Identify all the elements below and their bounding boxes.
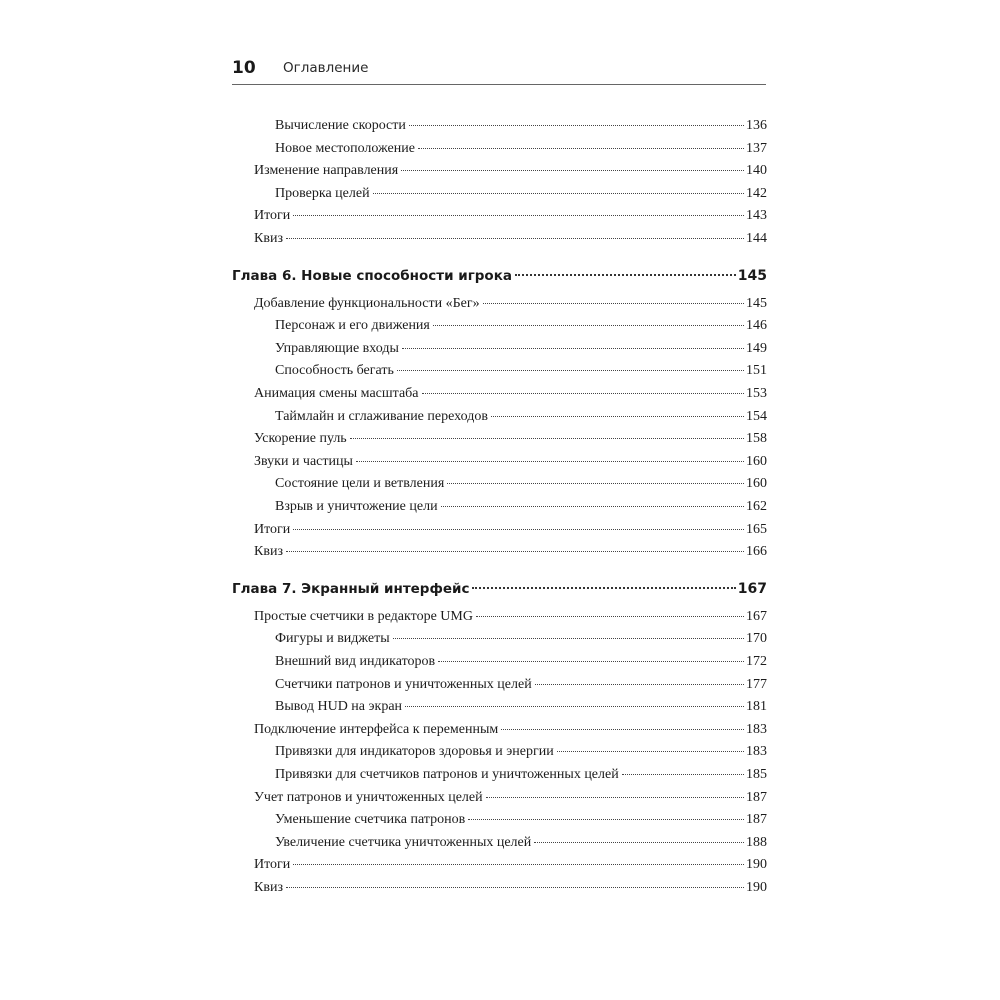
toc-entry bbox=[254, 857, 767, 877]
toc-entry bbox=[275, 409, 767, 429]
toc-entry-page: 146 bbox=[746, 318, 767, 334]
toc-entry-title: Квиз bbox=[254, 231, 283, 246]
toc-entry bbox=[254, 431, 767, 451]
toc-entry-page: 162 bbox=[746, 499, 767, 514]
toc-entry-title: Добавление функциональности «Бег» bbox=[254, 295, 480, 311]
toc-entry bbox=[275, 812, 767, 832]
toc-entry-title: Внешний вид индикаторов bbox=[275, 654, 436, 669]
toc-entry bbox=[275, 118, 767, 138]
toc-chapter bbox=[232, 268, 767, 290]
toc-entry bbox=[275, 767, 767, 787]
dot-leader bbox=[433, 325, 744, 326]
toc-entry bbox=[275, 499, 767, 519]
toc-entry-page: 181 bbox=[746, 699, 767, 715]
toc-entry-page: 140 bbox=[746, 163, 767, 179]
toc-entry-page: 160 bbox=[746, 453, 767, 469]
toc-entry-page: 137 bbox=[746, 140, 767, 156]
dot-leader bbox=[405, 706, 744, 707]
dot-leader bbox=[293, 215, 744, 216]
toc-entry-title: Анимация смены масштаба bbox=[254, 386, 419, 401]
toc-entry-page: 187 bbox=[746, 812, 767, 828]
toc-entry-title: Персонаж и его движения bbox=[275, 318, 430, 334]
toc-entry-page: 144 bbox=[746, 231, 767, 246]
toc-entry-title: Уменьшение счетчика патронов bbox=[275, 812, 466, 828]
toc-entry bbox=[275, 677, 767, 697]
toc-entry bbox=[275, 699, 767, 719]
dot-leader bbox=[501, 729, 744, 730]
toc-entry-page: 158 bbox=[746, 431, 767, 447]
toc-entry-page: 142 bbox=[746, 185, 767, 201]
toc-entry bbox=[254, 386, 767, 406]
dot-leader bbox=[622, 774, 744, 775]
toc-entry bbox=[275, 631, 767, 651]
toc-entry-page: 166 bbox=[746, 544, 767, 560]
toc-entry bbox=[275, 141, 767, 161]
toc-entry-page: 160 bbox=[746, 476, 767, 492]
toc-entry-title: Изменение направления bbox=[254, 163, 399, 179]
toc-entry bbox=[275, 341, 767, 361]
toc-entry bbox=[254, 880, 767, 900]
toc-entry bbox=[275, 186, 767, 206]
toc-entry bbox=[254, 522, 767, 542]
toc-entry-title: Новое местоположение bbox=[275, 140, 415, 156]
dot-leader bbox=[486, 797, 744, 798]
dot-leader bbox=[393, 638, 744, 639]
dot-leader bbox=[286, 887, 744, 888]
dot-leader bbox=[350, 438, 744, 439]
toc-entry-title: Итоги bbox=[254, 208, 291, 224]
toc-entry-page: 149 bbox=[746, 340, 767, 356]
dot-leader bbox=[397, 370, 744, 371]
toc-entry bbox=[254, 544, 767, 564]
toc-entry bbox=[275, 318, 767, 338]
toc-entry-page: 165 bbox=[746, 521, 767, 537]
toc-entry-page: 145 bbox=[737, 267, 767, 284]
toc-entry-title: Вычисление скорости bbox=[275, 118, 406, 133]
toc-entry-page: 185 bbox=[746, 767, 767, 782]
toc-entry bbox=[254, 454, 767, 474]
toc-entry-page: 177 bbox=[746, 676, 767, 692]
toc-entry bbox=[275, 363, 767, 383]
toc-entry-title: Звуки и частицы bbox=[254, 453, 353, 469]
toc-entry-title: Квиз bbox=[254, 544, 283, 560]
dot-leader bbox=[535, 684, 744, 685]
toc-entry-page: 183 bbox=[746, 721, 767, 737]
toc-entry-title: Ускорение пуль bbox=[254, 431, 347, 447]
toc-entry-page: 188 bbox=[746, 834, 767, 850]
toc-entry-title: Квиз bbox=[254, 880, 283, 895]
dot-leader bbox=[401, 170, 744, 171]
toc-entry-title: Способность бегать bbox=[275, 363, 394, 379]
toc-entry-title: Итоги bbox=[254, 857, 291, 873]
dot-leader bbox=[483, 303, 744, 304]
dot-leader bbox=[422, 393, 745, 394]
toc-entry-page: 167 bbox=[746, 608, 767, 624]
toc-entry-title: Глава 6. Новые способности игрока bbox=[232, 267, 512, 284]
dot-leader bbox=[356, 461, 744, 462]
toc-entry bbox=[275, 654, 767, 674]
toc-entry-page: 136 bbox=[746, 118, 767, 133]
toc-entry-title: Счетчики патронов и уничтоженных целей bbox=[275, 676, 532, 692]
toc-entry-page: 172 bbox=[746, 654, 767, 669]
toc-entry-title: Проверка целей bbox=[275, 185, 370, 201]
toc-entry bbox=[254, 296, 767, 316]
toc-entry-page: 153 bbox=[746, 386, 767, 401]
toc-entry-page: 190 bbox=[746, 857, 767, 873]
toc-entry bbox=[275, 744, 767, 764]
toc-entry-title: Увеличение счетчика уничтоженных целей bbox=[275, 834, 532, 850]
toc-entry-page: 167 bbox=[737, 580, 767, 597]
dot-leader bbox=[447, 483, 744, 484]
header-title: Оглавление bbox=[283, 60, 369, 76]
dot-leader bbox=[293, 864, 744, 865]
toc-entry bbox=[275, 476, 767, 496]
dot-leader bbox=[438, 661, 744, 662]
toc-entry-title: Подключение интерфейса к переменным bbox=[254, 721, 499, 737]
toc-entry-title: Фигуры и виджеты bbox=[275, 631, 390, 647]
toc-entry-title: Привязки для индикаторов здоровья и энергии bbox=[275, 744, 554, 760]
dot-leader bbox=[472, 587, 735, 589]
toc-entry bbox=[254, 208, 767, 228]
dot-leader bbox=[286, 238, 744, 239]
toc-entry-page: 151 bbox=[746, 363, 767, 379]
toc-entry-page: 154 bbox=[746, 408, 767, 424]
dot-leader bbox=[468, 819, 744, 820]
dot-leader bbox=[373, 193, 744, 194]
dot-leader bbox=[441, 506, 744, 507]
toc-entry bbox=[275, 835, 767, 855]
toc-entry-page: 183 bbox=[746, 744, 767, 760]
toc-entry-title: Вывод HUD на экран bbox=[275, 699, 403, 715]
toc-entry-title: Состояние цели и ветвления bbox=[275, 476, 445, 492]
dot-leader bbox=[557, 751, 744, 752]
page-number: 10 bbox=[232, 58, 256, 78]
toc-entry bbox=[254, 163, 767, 183]
dot-leader bbox=[515, 274, 736, 276]
toc-entry-page: 143 bbox=[746, 208, 767, 224]
toc-entry-page: 187 bbox=[746, 789, 767, 805]
toc-chapter bbox=[232, 581, 767, 603]
toc-entry-title: Взрыв и уничтожение цели bbox=[275, 499, 438, 514]
dot-leader bbox=[418, 148, 744, 149]
dot-leader bbox=[476, 616, 744, 617]
toc-entry bbox=[254, 609, 767, 629]
toc-entry-title: Учет патронов и уничтоженных целей bbox=[254, 789, 483, 805]
toc-entry-title: Привязки для счетчиков патронов и уничтоженных целей bbox=[275, 767, 619, 782]
toc-entry bbox=[254, 231, 767, 251]
dot-leader bbox=[286, 551, 744, 552]
toc-entry bbox=[254, 722, 767, 742]
toc-entry-title: Простые счетчики в редакторе UMG bbox=[254, 608, 473, 624]
toc-entry-page: 145 bbox=[746, 295, 767, 311]
dot-leader bbox=[491, 416, 744, 417]
dot-leader bbox=[534, 842, 744, 843]
running-header bbox=[232, 56, 766, 85]
toc-entry-page: 190 bbox=[746, 880, 767, 895]
dot-leader bbox=[409, 125, 744, 126]
toc-entry-page: 170 bbox=[746, 631, 767, 647]
toc-entry-title: Таймлайн и сглаживание переходов bbox=[275, 408, 488, 424]
toc-entry-title: Итоги bbox=[254, 521, 291, 537]
toc-entry bbox=[254, 790, 767, 810]
toc-entry-title: Управляющие входы bbox=[275, 340, 399, 356]
dot-leader bbox=[293, 529, 744, 530]
dot-leader bbox=[402, 348, 744, 349]
toc-entry-title: Глава 7. Экранный интерфейс bbox=[232, 580, 470, 597]
